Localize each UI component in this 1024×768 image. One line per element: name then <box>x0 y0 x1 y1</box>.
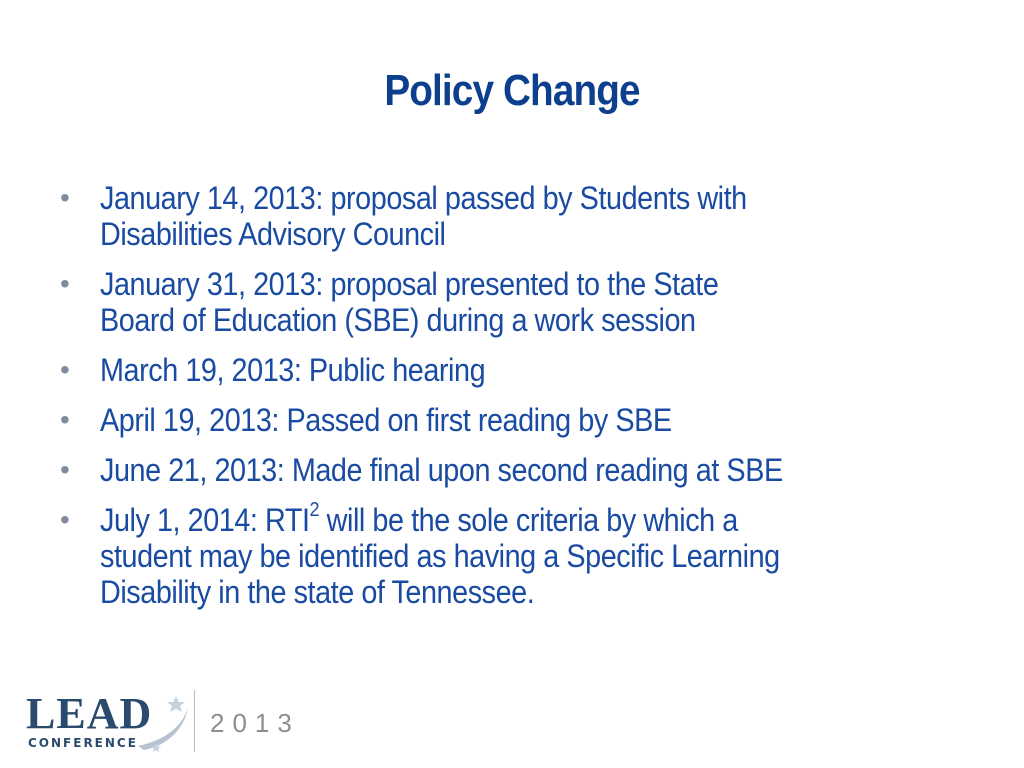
bullet-item <box>56 266 976 338</box>
bullet-dot-icon: • <box>60 404 70 435</box>
superscript: 2 <box>309 499 320 522</box>
bullet-item <box>56 452 976 488</box>
bullet-list <box>56 180 976 624</box>
bullet-dot-icon: • <box>60 454 70 485</box>
logo-wordmark: LEAD <box>26 689 153 738</box>
bullet-text: March 19, 2013: Public hearing <box>100 352 486 388</box>
bullet-dot-icon: • <box>60 268 70 299</box>
bullet-item <box>56 402 976 438</box>
bullet-dot-icon: • <box>60 354 70 385</box>
logo-subtitle: CONFERENCE <box>28 736 138 750</box>
bullet-text: June 21, 2013: Made final upon second reading at SBE <box>100 452 783 488</box>
slide-title: Policy Change <box>384 66 640 115</box>
bullet-text: April 19, 2013: Passed on first reading by SBE <box>100 402 672 438</box>
lead-conference-logo <box>26 686 316 756</box>
bullet-text: January 14, 2013: proposal passed by Students with Disabilities Advisory Council <box>100 180 747 252</box>
bullet-dot-icon: • <box>60 504 70 535</box>
logo-divider <box>194 690 195 752</box>
bullet-dot-icon: • <box>60 182 70 213</box>
bullet-item <box>56 180 976 252</box>
bullet-item <box>56 352 976 388</box>
bullet-text: July 1, 2014: RTI$^2$ will be the sole criteria by which a student may be identified as having a Specific Learning Disability in the state of Tennessee. <box>100 499 780 610</box>
bullet-item <box>56 499 976 610</box>
bullet-text: January 31, 2013: proposal presented to the State Board of Education (SBE) during a work session <box>100 266 719 338</box>
logo-year: 2013 <box>210 708 300 738</box>
